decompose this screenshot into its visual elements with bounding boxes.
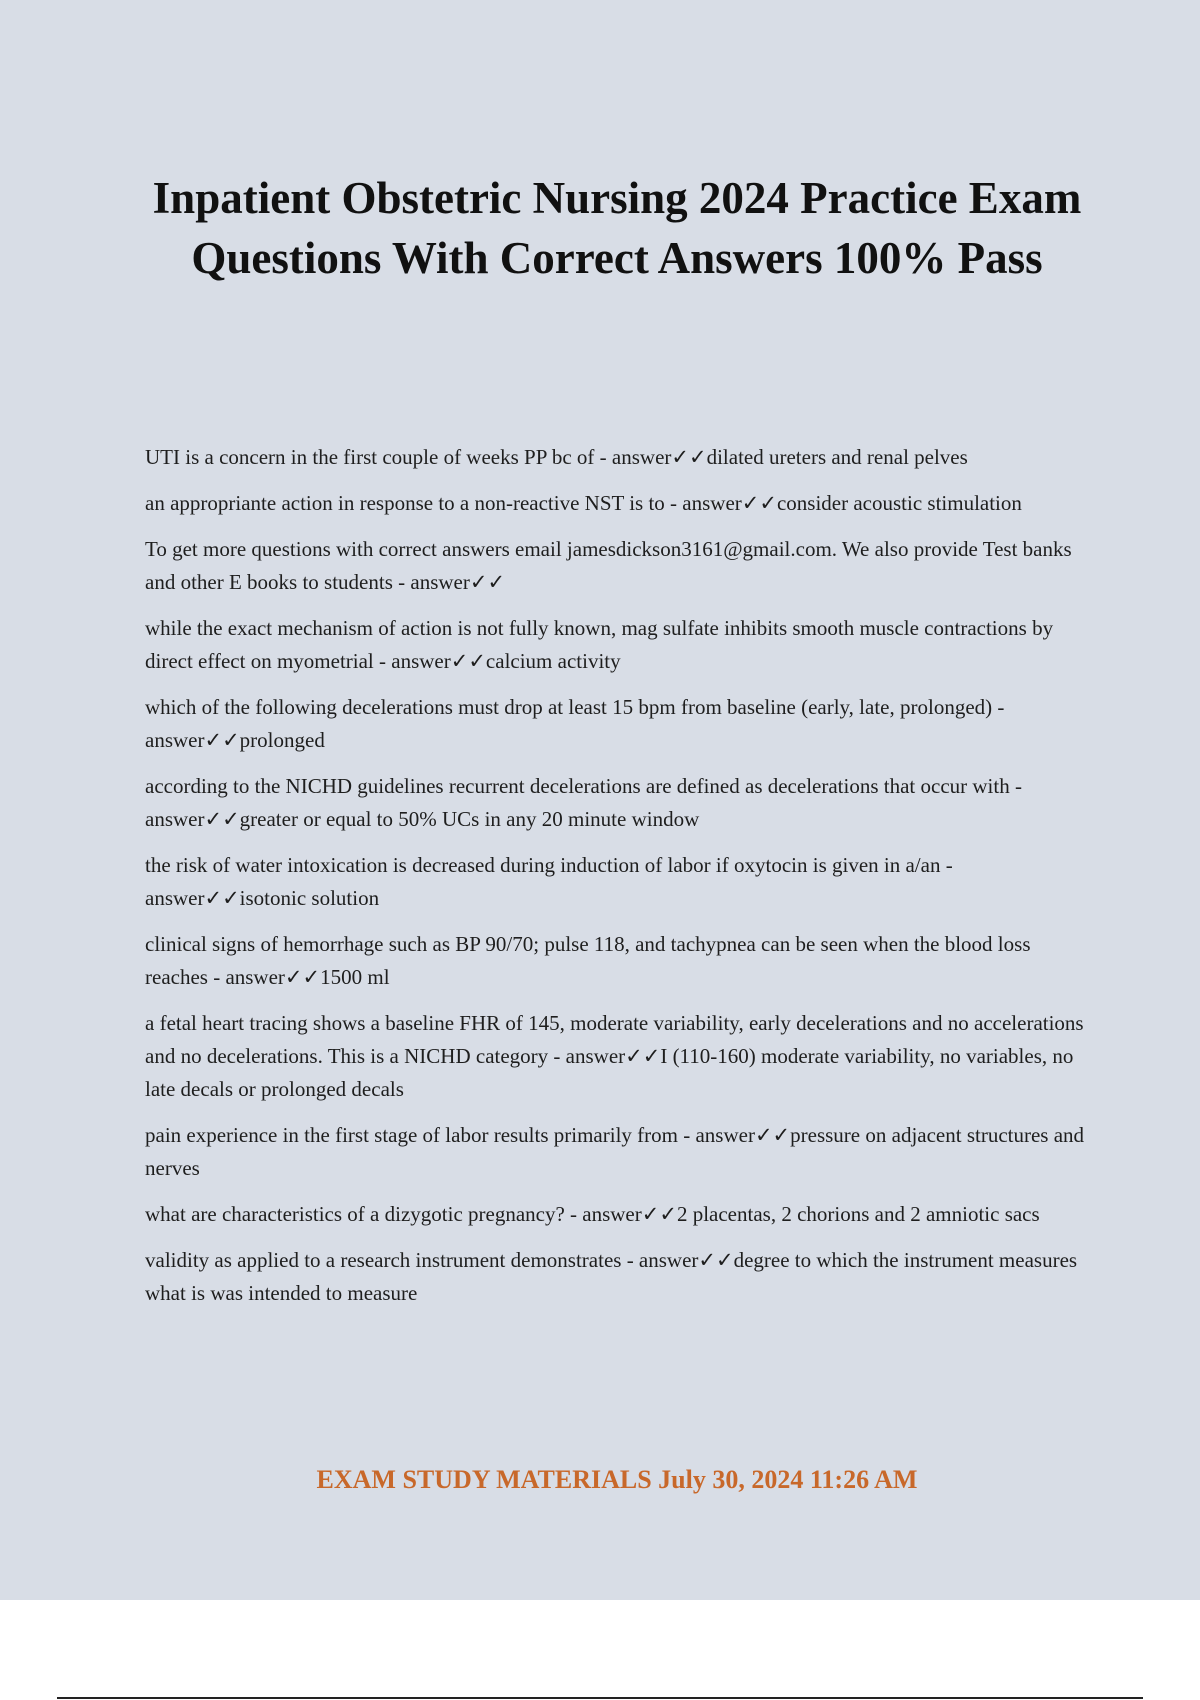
qa-item: clinical signs of hemorrhage such as BP 90/70; pulse 118, and tachypnea can be seen when the blood loss reaches - answer✓✓1500 ml	[145, 932, 1031, 989]
qa-item: while the exact mechanism of action is not fully known, mag sulfate inhibits smooth muscle contractions by direct effect on myometrial - answer✓✓calcium activity	[145, 616, 1054, 673]
qa-item: according to the NICHD guidelines recurrent decelerations are defined as decelerations that occur with - answer✓✓greater or equal to 50% UCs in any 20 minute window	[145, 774, 1022, 831]
qa-item: which of the following decelerations must drop at least 15 bpm from baseline (early, late, prolonged) - answer✓✓prolonged	[145, 695, 1005, 752]
qa-item: To get more questions with correct answers email jamesdickson3161@gmail.com. We also provide Test banks and other E books to students - answer✓✓	[145, 537, 1072, 594]
qa-item: pain experience in the first stage of labor results primarily from - answer✓✓pressure on adjacent structures and nerves	[145, 1123, 1085, 1180]
qa-item: a fetal heart tracing shows a baseline FHR of 145, moderate variability, early decelerations and no accelerations and no decelerations. This is a NICHD category - answer✓✓I (110-160) moderate variability, no variables, no late decals or prolonged decals	[145, 1011, 1084, 1101]
qa-list	[145, 441, 1095, 1323]
qa-item: the risk of water intoxication is decreased during induction of labor if oxytocin is given in a/an - answer✓✓isotonic solution	[145, 853, 953, 910]
qa-item: validity as applied to a research instrument demonstrates - answer✓✓degree to which the instrument measures what is was intended to measure	[145, 1248, 1078, 1305]
document-title: Inpatient Obstetric Nursing 2024 Practice Exam Questions With Correct Answers 100% Pass	[152, 173, 1082, 283]
qa-item: what are characteristics of a dizygotic pregnancy? - answer✓✓2 placentas, 2 chorions and 2 amniotic sacs	[145, 1202, 1040, 1226]
qa-item: UTI is a concern in the first couple of weeks PP bc of - answer✓✓dilated ureters and renal pelves	[145, 445, 968, 469]
footer-stamp: EXAM STUDY MATERIALS July 30, 2024 11:26 AM	[316, 1465, 918, 1494]
bottom-divider	[57, 1697, 1143, 1699]
qa-item: an appropriante action in response to a non-reactive NST is to - answer✓✓consider acoustic stimulation	[145, 491, 1022, 515]
